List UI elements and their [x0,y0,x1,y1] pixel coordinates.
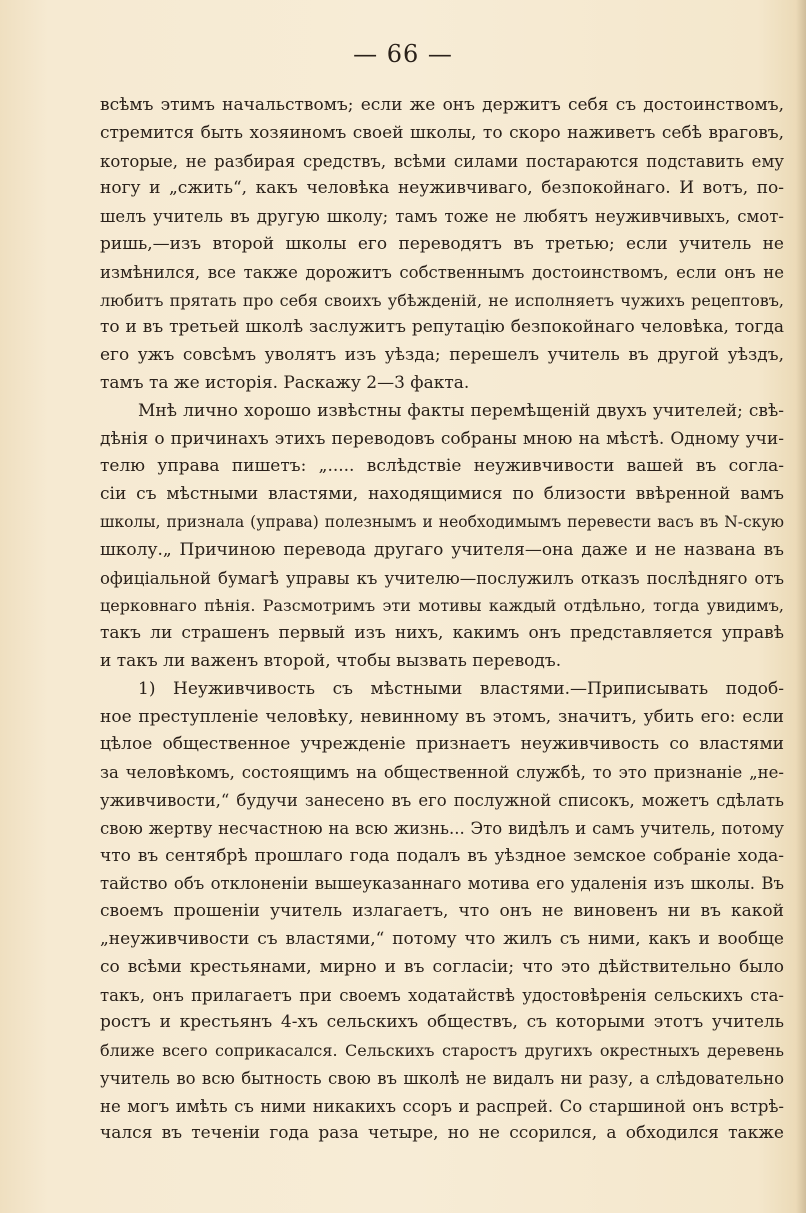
page-edge-shadow [796,0,806,1213]
text-line: со всѣми крестьянами, мирно и въ согласіи; что это дѣйствительно было [100,956,784,977]
text-line: телю управа пишетъ: „..... вслѣдствіе неуживчивости вашей въ согла- [100,456,784,477]
text-line: сіи съ мѣстными властями, находящимися по близости ввѣренной вамъ [100,484,784,505]
text-line: учитель во всю бытность свою въ школѣ не видалъ ни разу, а слѣдовательно [100,1068,784,1088]
text-line: 1) Неуживчивость съ мѣстными властями.—Приписывать подоб- [138,678,784,699]
text-line: за человѣкомъ, состоящимъ на общественной службѣ, то это признаніе „не- [100,763,784,783]
text-line: „неуживчивости съ властями,“ потому что жилъ съ ними, какъ и вообще [100,928,784,949]
text-line: такъ, онъ прилагаетъ при своемъ ходатайствѣ удостовѣренія сельскихъ ста- [100,985,784,1005]
text-line: школу.„ Причиною перевода другаго учителя—она даже и не названа въ [100,539,784,560]
text-line: дѣнія о причинахъ этихъ переводовъ собраны мною на мѣстѣ. Одному учи- [100,428,784,449]
text-line: стремится быть хозяиномъ своей школы, то скоро наживетъ себѣ враговъ, [100,122,784,143]
text-line: чался въ теченіи года раза четыре, но не ссорился, а обходился также [100,1123,784,1144]
text-line: что въ сентябрѣ прошлаго года подалъ въ уѣздное земское собраніе хода- [100,845,784,866]
text-line: не могъ имѣть съ ними никакихъ ссоръ и распрей. Со старшиной онъ встрѣ- [100,1096,784,1116]
text-line: его ужъ совсѣмъ уволятъ изъ уѣзда; перешелъ учитель въ другой уѣздъ, [100,345,784,366]
text-line: и такъ ли важенъ второй, чтобы вызвать переводъ. [100,650,562,671]
text-line: цѣлое общественное учрежденіе признаетъ неуживчивость со властями [100,734,784,755]
body-text [100,92,784,1148]
text-line: тамъ та же исторія. Раскажу 2—3 факта. [100,372,470,393]
text-line: ногу и „сжить“, какъ человѣка неуживчиваго, безпокойнаго. И вотъ, по- [100,178,784,199]
text-line: ришь,—изъ второй школы его переводятъ въ третью; если учитель не [100,233,784,254]
text-line: офиціальной бумагѣ управы къ учителю—послужилъ отказъ послѣдняго отъ [100,568,784,588]
text-line: ближе всего соприкасался. Сельскихъ старостъ другихъ окрестныхъ деревень [100,1041,784,1061]
text-line: то и въ третьей школѣ заслужитъ репутацію безпокойнаго человѣка, тогда [100,317,784,338]
text-line: ное преступленіе человѣку, невинному въ этомъ, значитъ, убить его: если [100,706,784,727]
text-line: ростъ и крестьянъ 4-хъ сельскихъ обществъ, съ которыми этотъ учитель [100,1012,784,1033]
text-line: уживчивости,“ будучи занесено въ его послужной списокъ, можетъ сдѣлать [100,790,784,810]
text-line: любитъ прятать про себя своихъ убѣжденій, не исполняетъ чужихъ рецептовъ, [100,290,784,310]
text-line: шелъ учитель въ другую школу; тамъ тоже не любятъ неуживчивыхъ, смот- [100,207,784,227]
text-line: тайство объ отклоненіи вышеуказаннаго мотива его удаленія изъ школы. Въ [100,874,784,894]
text-line: Мнѣ лично хорошо извѣстны факты перемѣщеній двухъ учителей; свѣ- [138,400,784,421]
text-line: своемъ прошеніи учитель излагаетъ, что онъ не виновенъ ни въ какой [100,901,784,922]
text-line: которые, не разбирая средствъ, всѣми силами постараются подставить ему [100,151,784,171]
page-number: — 66 — [353,40,453,68]
text-line: свою жертву несчастною на всю жизнь... Это видѣлъ и самъ учитель, потому [100,818,784,838]
text-line: всѣмъ этимъ начальствомъ; если же онъ держитъ себя съ достоинствомъ, [100,95,784,115]
text-line: измѣнился, все также дорожитъ собственнымъ достоинствомъ, если онъ не [100,262,784,282]
text-line: такъ ли страшенъ первый изъ нихъ, какимъ онъ представляется управѣ [100,623,784,644]
text-line: школы, признала (управа) полезнымъ и необходимымъ перевести васъ въ N-скую [100,512,784,531]
text-line: церковнаго пѣнія. Разсмотримъ эти мотивы каждый отдѣльно, тогда увидимъ, [100,596,784,616]
